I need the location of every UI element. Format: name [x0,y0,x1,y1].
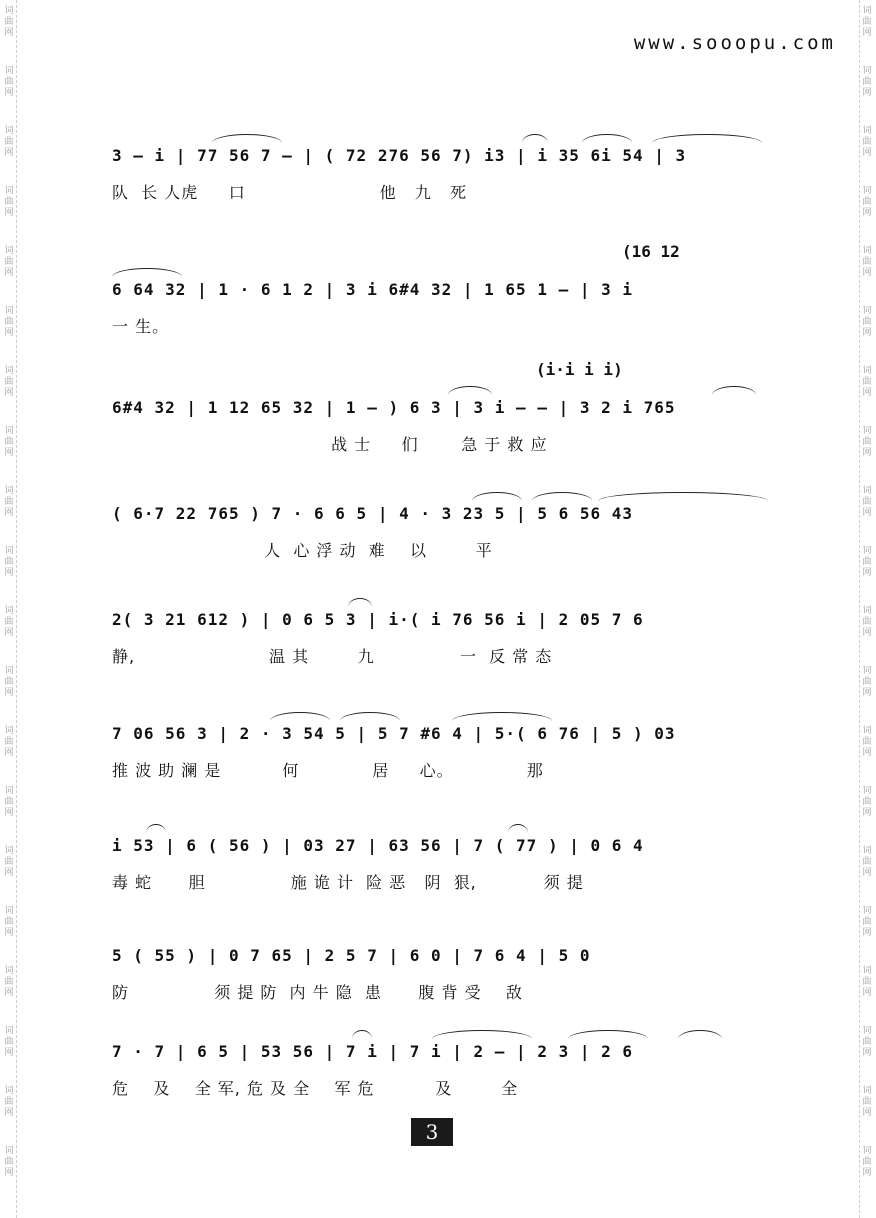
watermark-glyph: 网 [4,1048,14,1058]
watermark-glyph: 网 [4,508,14,518]
watermark-glyph: 曲 [862,137,872,147]
watermark-glyph: 词 [4,6,14,16]
lyrics-line-9: 危 及 全 军, 危 及 全 军 危 及 全 [112,1079,519,1098]
watermark-glyph: 曲 [862,17,872,27]
notation-line-2: 6 64 32 | 1 · 6 1 2 | 3 i 6#4 32 | 1 65 1 — | 3 i [112,280,634,299]
watermark-glyph: 词 [4,486,14,496]
watermark-glyph: 词 [862,486,872,496]
watermark-glyph: 曲 [4,1037,14,1047]
watermark-glyph: 曲 [862,977,872,987]
slur-mark [598,492,768,501]
watermark-glyph: 曲 [862,617,872,627]
watermark-glyph: 词 [4,546,14,556]
slur-mark [678,1030,722,1039]
watermark-glyph: 词 [4,306,14,316]
watermark-glyph: 网 [4,568,14,578]
watermark-glyph: 网 [862,868,872,878]
watermark-glyph: 网 [4,1108,14,1118]
lyrics-line-6: 推 波 助 澜 是 何 居 心。 那 [112,761,544,780]
upper-notation-2: (16 12 [622,242,680,261]
watermark-glyph: 网 [862,268,872,278]
watermark-glyph: 曲 [4,977,14,987]
slur-mark [472,492,522,501]
slur-mark [452,712,552,721]
watermark-glyph: 网 [862,328,872,338]
watermark-glyph: 网 [4,808,14,818]
slur-mark [448,386,492,395]
watermark-glyph: 词 [4,906,14,916]
slur-mark [340,712,400,721]
watermark-glyph: 网 [4,148,14,158]
watermark-glyph: 曲 [4,17,14,27]
watermark-glyph: 网 [862,1108,872,1118]
watermark-glyph: 词 [4,606,14,616]
lyrics-line-4: 人 心 浮 动 难 以 平 [112,541,493,560]
lyrics-line-7: 毒 蛇 胆 施 诡 计 险 恶 阴 狠, 须 提 [112,873,584,892]
notation-line-6: 7 06 56 3 | 2 · 3 54 5 | 5 7 #6 4 | 5·( 6 76 | 5 ) 03 [112,724,676,743]
watermark-glyph: 曲 [862,917,872,927]
slur-mark [112,268,182,277]
slur-mark [582,134,632,143]
site-url: www.sooopu.com [633,32,836,54]
notation-line-3: 6#4 32 | 1 12 65 32 | 1 – ) 6 3 | 3 i – – | 3 2 i 765 [112,398,676,417]
watermark-glyph: 网 [4,628,14,638]
watermark-glyph: 词 [862,186,872,196]
watermark-glyph: 词 [862,366,872,376]
watermark-glyph: 词 [862,906,872,916]
page-number: 3 [411,1118,453,1146]
watermark-glyph: 词 [862,1146,872,1156]
slur-mark [568,1030,648,1039]
watermark-glyph: 词 [862,126,872,136]
watermark-glyph: 曲 [4,257,14,267]
watermark-glyph: 网 [4,28,14,38]
watermark-glyph: 词 [4,366,14,376]
watermark-glyph: 词 [862,786,872,796]
watermark-glyph: 网 [862,508,872,518]
left-watermark-strip [2,0,17,1218]
watermark-glyph: 网 [4,268,14,278]
watermark-glyph: 词 [862,1026,872,1036]
watermark-glyph: 网 [862,928,872,938]
watermark-glyph: 曲 [862,437,872,447]
watermark-glyph: 曲 [862,1157,872,1167]
watermark-glyph: 曲 [4,797,14,807]
watermark-glyph: 网 [4,208,14,218]
watermark-glyph: 网 [862,688,872,698]
watermark-glyph: 词 [862,426,872,436]
watermark-glyph: 词 [4,846,14,856]
watermark-glyph: 曲 [4,377,14,387]
notation-line-1: 3 – i | 77 56 7 – | ( 72 276 56 7) i3 | i 35 6i 54 | 3 [112,146,687,165]
watermark-glyph: 词 [862,1086,872,1096]
notation-line-7: i 53 | 6 ( 56 ) | 03 27 | 63 56 | 7 ( 77 ) | 0 6 4 [112,836,644,855]
watermark-glyph: 词 [862,846,872,856]
lyrics-line-3: 战 士 们 急 于 救 应 [112,435,548,454]
watermark-glyph: 词 [4,666,14,676]
right-watermark-strip [859,0,874,1218]
slur-mark [522,134,548,143]
watermark-glyph: 网 [862,28,872,38]
watermark-glyph: 词 [4,726,14,736]
watermark-glyph: 词 [4,186,14,196]
lyrics-line-2: 一 生。 [112,317,170,336]
watermark-glyph: 曲 [4,497,14,507]
watermark-glyph: 曲 [4,137,14,147]
watermark-glyph: 网 [862,1168,872,1178]
notation-line-4: ( 6·7 22 765 ) 7 · 6 6 5 | 4 · 3 23 5 | 5 6 56 43 [112,504,634,523]
watermark-glyph: 曲 [4,197,14,207]
slur-mark [508,824,528,833]
watermark-glyph: 曲 [4,917,14,927]
watermark-glyph: 曲 [4,77,14,87]
watermark-glyph: 曲 [4,557,14,567]
watermark-glyph: 词 [862,306,872,316]
watermark-glyph: 词 [4,126,14,136]
watermark-glyph: 词 [862,546,872,556]
notation-line-8: 5 ( 55 ) | 0 7 65 | 2 5 7 | 6 0 | 7 6 4 | 5 0 [112,946,591,965]
watermark-glyph: 网 [862,208,872,218]
watermark-glyph: 词 [862,606,872,616]
watermark-glyph: 词 [4,966,14,976]
watermark-glyph: 词 [4,246,14,256]
watermark-glyph: 网 [4,448,14,458]
slur-mark [348,598,372,607]
watermark-glyph: 曲 [862,257,872,267]
upper-notation-3: (i·i i i) [536,360,623,379]
lyrics-line-5: 静, 温 其 九 一 反 常 态 [112,647,553,666]
watermark-glyph: 网 [862,748,872,758]
watermark-glyph: 词 [862,966,872,976]
watermark-glyph: 网 [4,928,14,938]
watermark-glyph: 曲 [862,557,872,567]
watermark-glyph: 网 [4,868,14,878]
watermark-glyph: 曲 [862,77,872,87]
slur-mark [270,712,330,721]
watermark-glyph: 曲 [862,197,872,207]
watermark-glyph: 曲 [4,677,14,687]
watermark-glyph: 网 [4,1168,14,1178]
watermark-glyph: 词 [862,246,872,256]
watermark-glyph: 曲 [862,497,872,507]
watermark-glyph: 词 [4,1086,14,1096]
watermark-glyph: 词 [862,726,872,736]
watermark-glyph: 词 [4,66,14,76]
slur-mark [146,824,166,833]
lyrics-line-8: 防 须 提 防 内 牛 隐 患 腹 背 受 敌 [112,983,523,1002]
watermark-glyph: 曲 [862,737,872,747]
watermark-glyph: 网 [4,748,14,758]
watermark-glyph: 曲 [4,317,14,327]
watermark-glyph: 网 [862,1048,872,1058]
watermark-glyph: 曲 [4,1097,14,1107]
watermark-glyph: 词 [4,426,14,436]
watermark-glyph: 词 [4,1026,14,1036]
slur-mark [652,134,762,143]
slur-mark [432,1030,532,1039]
watermark-glyph: 曲 [862,1097,872,1107]
slur-mark [532,492,592,501]
watermark-glyph: 曲 [862,377,872,387]
slur-mark [212,134,282,143]
watermark-glyph: 网 [4,388,14,398]
watermark-glyph: 网 [4,988,14,998]
watermark-glyph: 曲 [862,797,872,807]
watermark-glyph: 曲 [862,317,872,327]
watermark-glyph: 曲 [4,737,14,747]
watermark-glyph: 网 [862,568,872,578]
watermark-glyph: 网 [862,628,872,638]
watermark-glyph: 网 [4,688,14,698]
watermark-glyph: 曲 [4,617,14,627]
watermark-glyph: 词 [4,786,14,796]
watermark-glyph: 曲 [862,1037,872,1047]
watermark-glyph: 词 [862,66,872,76]
notation-line-9: 7 · 7 | 6 5 | 53 56 | 7 i | 7 i | 2 – | 2 3 | 2 6 [112,1042,634,1061]
watermark-glyph: 网 [862,988,872,998]
watermark-glyph: 词 [862,666,872,676]
slur-mark [352,1030,372,1039]
watermark-glyph: 曲 [862,857,872,867]
watermark-glyph: 曲 [4,1157,14,1167]
watermark-glyph: 网 [862,808,872,818]
watermark-glyph: 网 [862,448,872,458]
watermark-glyph: 网 [862,388,872,398]
watermark-glyph: 网 [4,88,14,98]
notation-line-5: 2( 3 21 612 ) | 0 6 5 3 | i·( i 76 56 i | 2 05 7 6 [112,610,644,629]
watermark-glyph: 曲 [862,677,872,687]
watermark-glyph: 曲 [4,857,14,867]
watermark-glyph: 网 [862,88,872,98]
slur-mark [712,386,756,395]
watermark-glyph: 网 [862,148,872,158]
watermark-glyph: 曲 [4,437,14,447]
watermark-glyph: 网 [4,328,14,338]
lyrics-line-1: 队 长 人虎 口 他 九 死 [112,183,468,202]
watermark-glyph: 词 [4,1146,14,1156]
watermark-glyph: 词 [862,6,872,16]
